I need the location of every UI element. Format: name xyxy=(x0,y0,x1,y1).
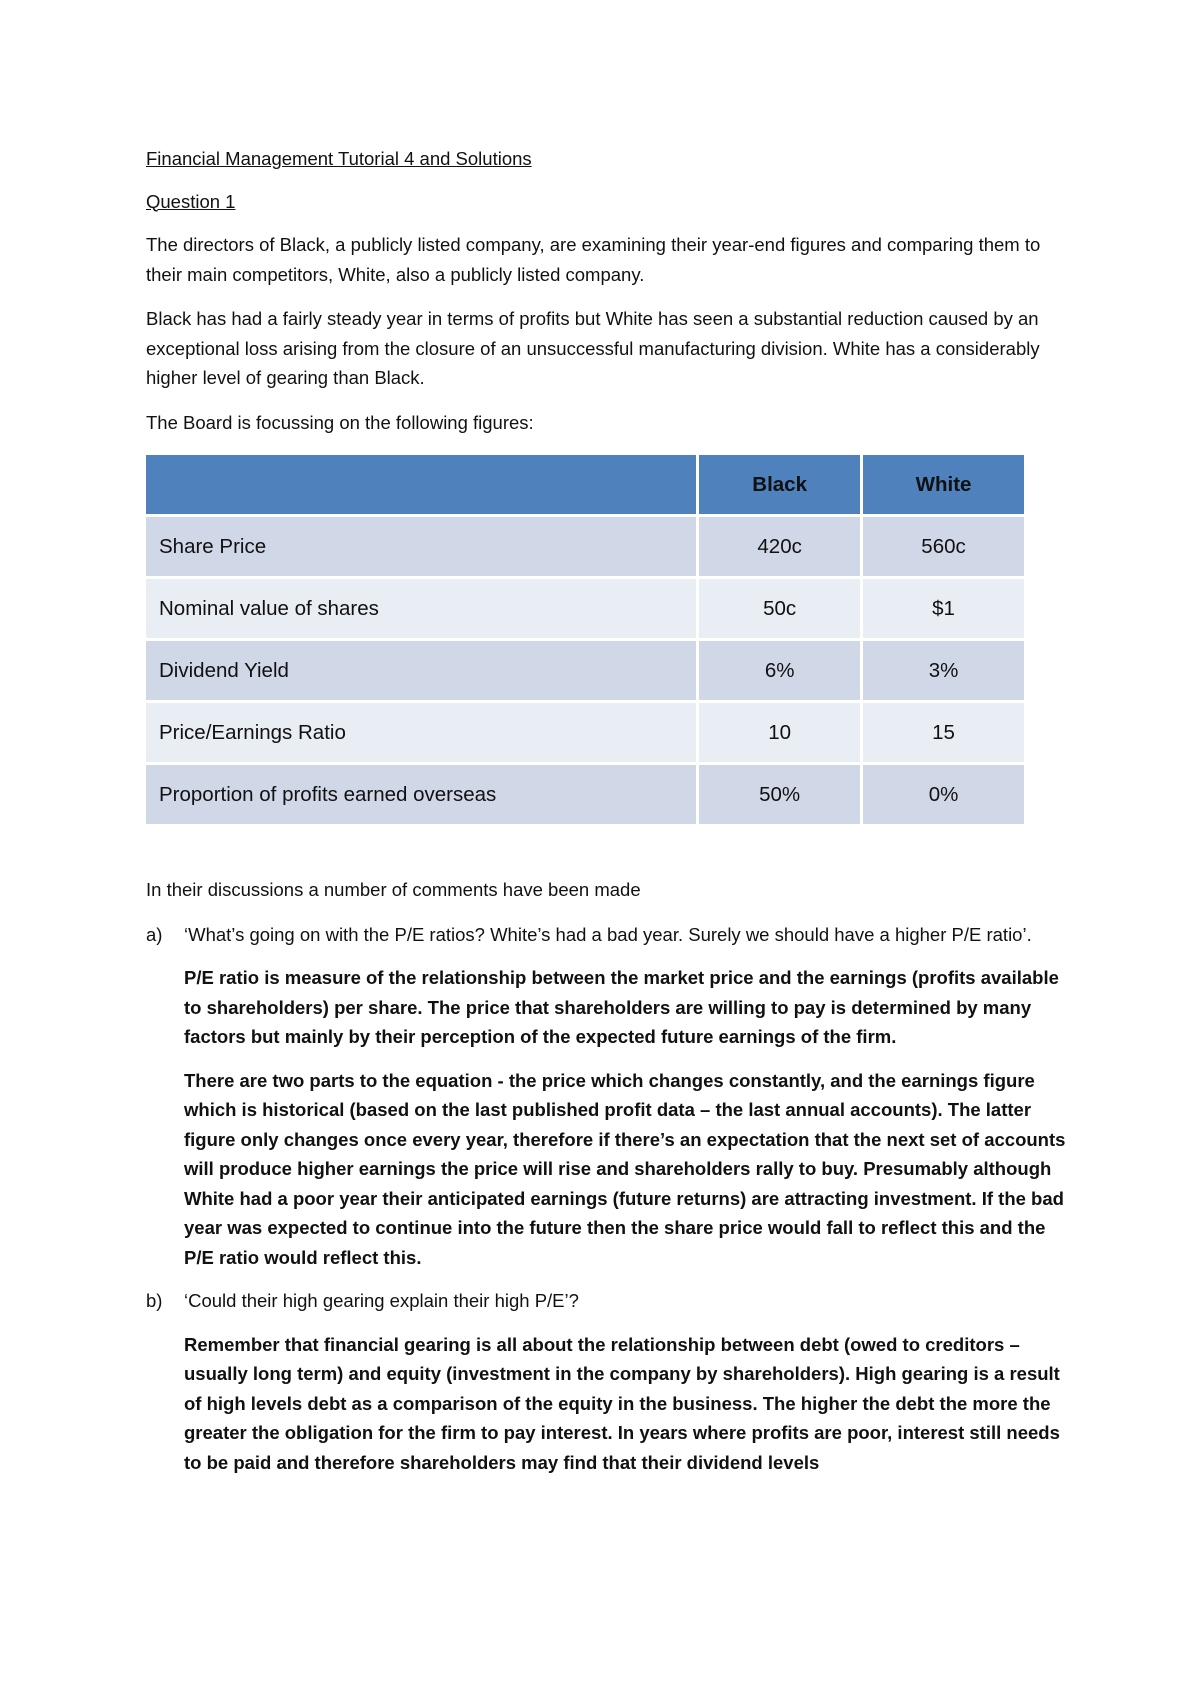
comment-question: ‘Could their high gearing explain their high P/E’? xyxy=(184,1290,579,1311)
answer-paragraph: P/E ratio is measure of the relationship between the market price and the earnings (profits available to shareholders) per share. The price that shareholders are willing to pay is determined by many factors but mainly by their perception of the expected future earnings of the firm. xyxy=(184,967,1059,1047)
intro-paragraph: The Board is focussing on the following figures: xyxy=(146,411,534,433)
black-value: 6% xyxy=(699,641,860,700)
comment-question: ‘What’s going on with the P/E ratios? White’s had a bad year. Surely we should have a higher P/E ratio’. xyxy=(184,923,1032,945)
list-marker: a) xyxy=(146,923,163,945)
black-value: 50% xyxy=(699,765,860,824)
black-value: 10 xyxy=(699,703,860,762)
answer-paragraph: Remember that financial gearing is all about the relationship between debt (owed to creditors – usually long term) and equity (investment in the company by shareholders). High gearing is a result of high levels debt as a comparison of the equity in the business. The higher the debt the more the greater the obligation for the firm to pay interest. In years where profits are poor, interest still needs to be paid and therefore shareholders may find that their dividend levels xyxy=(184,1333,1060,1473)
answer-paragraph: There are two parts to the equation - the price which changes constantly, and the earnings figure which is historical (based on the last published profit data – the last annual accounts). The latter figure only changes once every year, therefore if there’s an expectation that the next set of accounts will produce higher earnings the price will rise and shareholders rally to buy. Presumably although White had a poor year their anticipated earnings (future returns) are attracting investment. If the bad year was expected to continue into the future then the share price would fall to reflect this and the P/E ratio would reflect this. xyxy=(184,1069,1066,1268)
table-row xyxy=(146,517,1024,576)
white-value: 15 xyxy=(863,703,1024,762)
row-label: Proportion of profits earned overseas xyxy=(146,765,696,824)
white-value: 3% xyxy=(863,641,1024,700)
figures-table xyxy=(143,452,1027,827)
list-marker: b) xyxy=(146,1290,163,1311)
table-header-row xyxy=(146,455,1024,514)
document-content xyxy=(146,144,1066,1491)
row-label: Nominal value of shares xyxy=(146,579,696,638)
intro-paragraph: Black has had a fairly steady year in terms of profits but White has seen a substantial reduction caused by an exceptional loss arising from the closure of an unsuccessful manufacturing division. White has a considerably higher level of gearing than Black. xyxy=(146,308,1040,388)
table-row xyxy=(146,641,1024,700)
black-value: 420c xyxy=(699,517,860,576)
document-title: Financial Management Tutorial 4 and Solutions xyxy=(146,148,532,169)
comment-a xyxy=(146,920,1066,950)
question-heading: Question 1 xyxy=(146,190,236,212)
table-row xyxy=(146,765,1024,824)
table-row xyxy=(146,579,1024,638)
black-value: 50c xyxy=(699,579,860,638)
table-header-black: Black xyxy=(699,455,860,514)
discussion-intro: In their discussions a number of comments have been made xyxy=(146,879,641,900)
table-header-blank xyxy=(146,455,696,514)
comment-b xyxy=(146,1286,1066,1316)
row-label: Share Price xyxy=(146,517,696,576)
white-value: 0% xyxy=(863,765,1024,824)
row-label: Dividend Yield xyxy=(146,641,696,700)
row-label: Price/Earnings Ratio xyxy=(146,703,696,762)
intro-paragraph: The directors of Black, a publicly listed company, are examining their year-end figures and comparing them to their main competitors, White, also a publicly listed company. xyxy=(146,234,1041,285)
table-row xyxy=(146,703,1024,762)
white-value: 560c xyxy=(863,517,1024,576)
white-value: $1 xyxy=(863,579,1024,638)
table-header-white: White xyxy=(863,455,1024,514)
